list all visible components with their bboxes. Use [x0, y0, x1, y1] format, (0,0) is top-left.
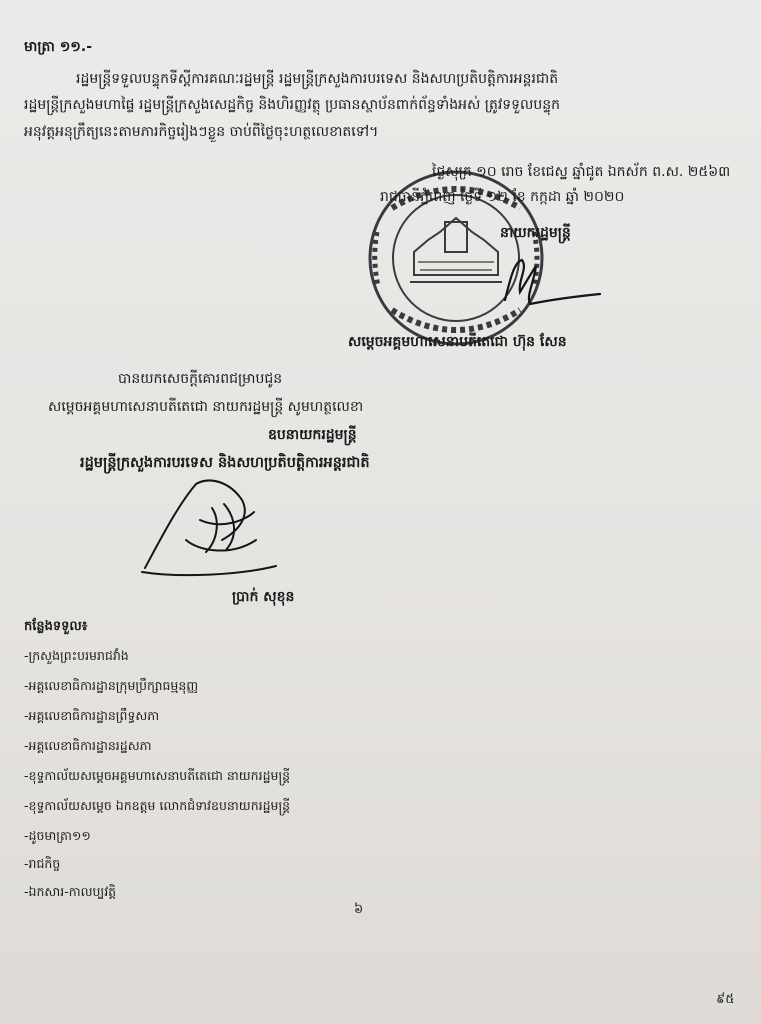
- list-item: -រាជកិច្ច: [24, 856, 61, 871]
- solar-date: រាជធានីភ្នំពេញ ថ្ងៃទី ១២ ខែ កក្កដា ឆ្នាំ ២០២០: [380, 189, 625, 205]
- list-item: -ខុទ្ទកាល័យសម្តេច ឯកឧត្តម លោកជំទាវឧបនាយករដ្ឋមន្ត្រី: [24, 798, 291, 813]
- list-item: -អគ្គលេខាធិការដ្ឋានព្រឹទ្ធសភា: [24, 708, 160, 723]
- countersign-name: ប្រាក់ សុខុន: [232, 589, 295, 605]
- list-item: -អគ្គលេខាធិការដ្ឋានក្រុមប្រឹក្សាធម្មនុញ្ញ: [24, 678, 199, 693]
- paragraph-line-3: អនុវត្តអនុក្រឹត្យនេះតាមភារកិច្ចរៀងៗខ្លួន ចាប់ពីថ្ងៃចុះហត្ថលេខាតទៅ។: [24, 124, 379, 140]
- signature-deputy-icon: [142, 481, 276, 576]
- list-item: -ខុទ្ទកាល័យសម្តេចអគ្គមហាសេនាបតីតេជោ នាយករដ្ឋមន្ត្រី: [24, 768, 291, 783]
- article-heading: មាត្រា ១១.-: [24, 39, 93, 55]
- countersign-line-3: ឧបនាយករដ្ឋមន្ត្រី: [268, 427, 357, 443]
- list-item: -ឯកសារ-កាលប្បវត្តិ: [24, 884, 117, 899]
- paragraph-line-1: រដ្ឋមន្ត្រីទទួលបន្ទុកទីស្តីការគណៈរដ្ឋមន្ត្រី រដ្ឋមន្ត្រីក្រសួងការបរទេស និងសហប្រតិបត្តិការអន្តរជាតិ: [76, 71, 559, 87]
- countersign-line-2: សម្តេចអគ្គមហាសេនាបតីតេជោ នាយករដ្ឋមន្ត្រី សូមហត្ថលេខា: [48, 399, 364, 415]
- countersign-line-4: រដ្ឋមន្ត្រីក្រសួងការបរទេស និងសហប្រតិបត្តិការអន្តរជាតិ: [80, 455, 370, 471]
- office-title: នាយករដ្ឋមន្ត្រី: [500, 225, 571, 241]
- list-item: -ដូចមាត្រា១១: [24, 828, 91, 843]
- signer-name: សម្តេចអគ្គមហាសេនាបតីតេជោ ហ៊ុន សែន: [348, 334, 567, 350]
- list-item: -ក្រសួងព្រះបរមរាជវាំង: [24, 648, 129, 663]
- page-number: ៦: [354, 902, 364, 917]
- paragraph-line-2: រដ្ឋមន្ត្រីក្រសួងមហាផ្ទៃ រដ្ឋមន្ត្រីក្រសួងសេដ្ឋកិច្ច និងហិរញ្ញវត្ថុ ប្រធានស្ថាប័នពាក់ព័ន្ធទាំងអស់ ត្រូវទទួលបន្ទុក: [24, 97, 561, 113]
- recipients-heading: កន្លែងទទួល៖: [24, 619, 88, 634]
- list-item: -អគ្គលេខាធិការដ្ឋានរដ្ឋសភា: [24, 738, 152, 753]
- countersign-line-1: បានយកសេចក្តីគោរពជម្រាបជូន: [118, 371, 283, 387]
- lunar-date: ថ្ងៃសុក្រ ១០ រោច ខែជេស្ឋ ឆ្នាំជូត ឯកស័ក ព.ស. ២៥៦៣: [432, 164, 731, 180]
- corner-number: ៩៥: [716, 992, 735, 1007]
